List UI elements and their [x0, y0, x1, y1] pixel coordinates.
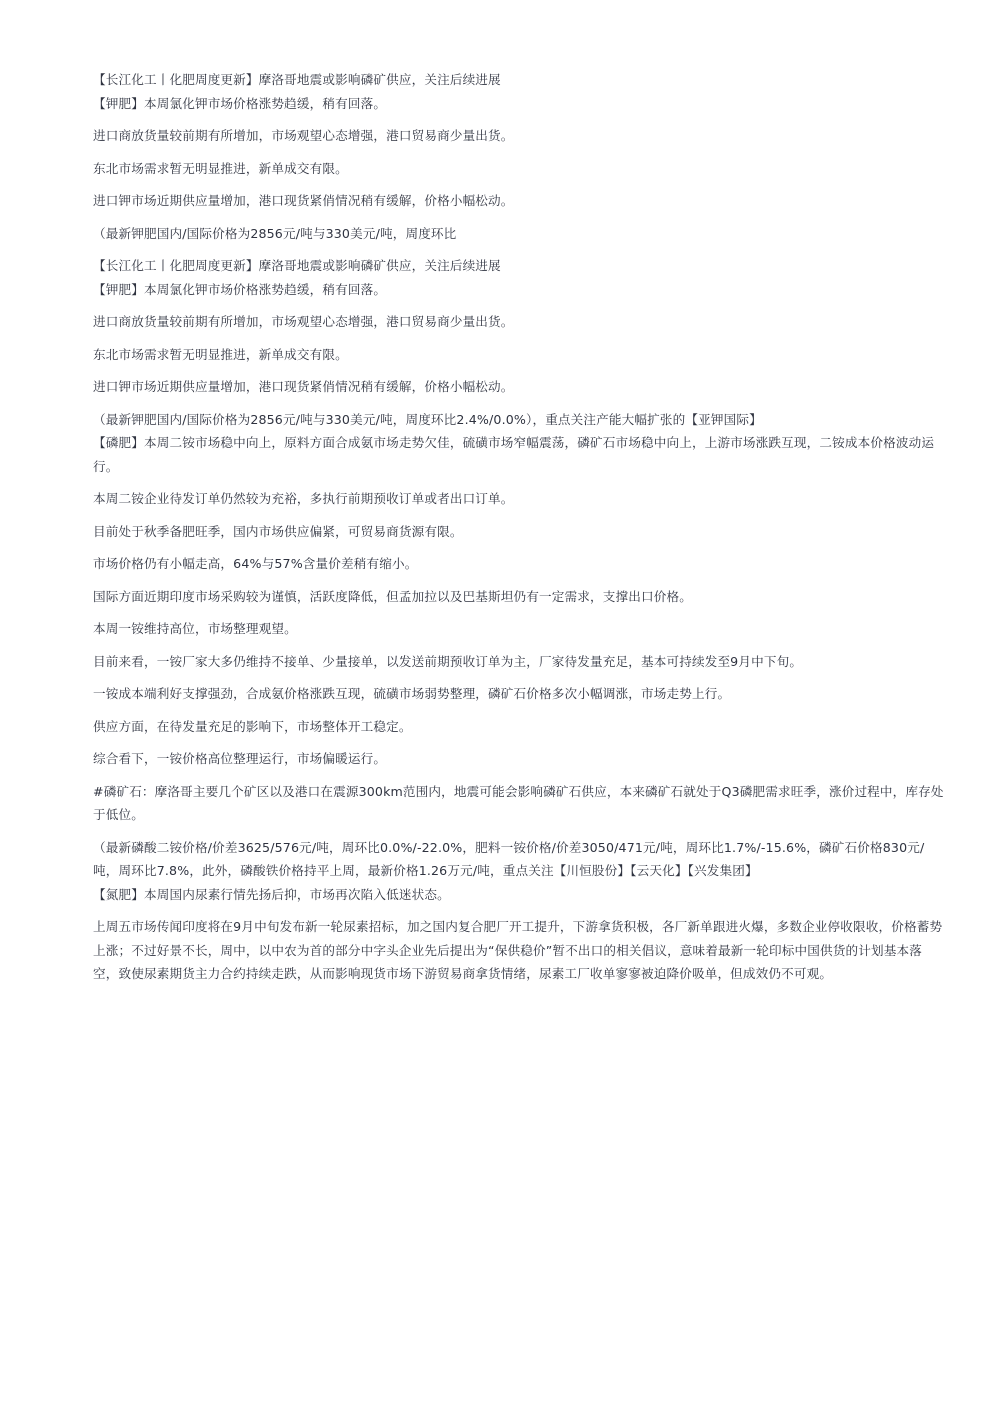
- paragraph: 【钾肥】本周氯化钾市场价格涨势趋缓，稍有回落。: [93, 95, 387, 111]
- paragraph: 进口商放货量较前期有所增加，市场观望心态增强，港口贸易商少量出货。: [93, 128, 514, 143]
- paragraph: （最新磷酸二铵价格/价差3625/576元/吨，周环比0.0%/-22.0%，肥料一铵价格/价差3050/471元/吨，周环比1.7%/-15.6%，磷矿石价格830元/吨，周环比7.8%，此外，磷酸铁价格持平上周，最新价格1.26万元/吨，重点关注【川恒股份】【云天化】【兴发集团】: [93, 839, 925, 878]
- paragraph: 【氮肥】本周国内尿素行情先扬后抑，市场再次陷入低迷状态。: [93, 886, 450, 902]
- paragraph: 目前来看，一铵厂家大多仍维持不接单、少量接单，以发送前期预收订单为主，厂家待发量充足，基本可持续发至9月中下旬。: [93, 653, 803, 669]
- document-body: [93, 68, 945, 986]
- paragraph: 进口钾市场近期供应量增加，港口现货紧俏情况稍有缓解，价格小幅松动。: [93, 379, 514, 394]
- paragraph: 本周二铵企业待发订单仍然较为充裕，多执行前期预收订单或者出口订单。: [93, 491, 514, 506]
- paragraph: 【长江化工丨化肥周度更新】摩洛哥地震或影响磷矿供应，关注后续进展: [93, 258, 501, 273]
- paragraph: 一铵成本端利好支撑强劲，合成氨价格涨跌互现，硫磺市场弱势整理，磷矿石价格多次小幅调涨，市场走势上行。: [93, 686, 731, 701]
- paragraph: #磷矿石：摩洛哥主要几个矿区以及港口在震源300km范围内，地震可能会影响磷矿石供应，本来磷矿石就处于Q3磷肥需求旺季，涨价过程中，库存处于低位。: [93, 783, 944, 822]
- paragraph: 【磷肥】本周二铵市场稳中向上，原料方面合成氨市场走势欠佳，硫磺市场窄幅震荡，磷矿石市场稳中向上，上游市场涨跌互现，二铵成本价格波动运行。: [93, 435, 935, 474]
- paragraph: 上周五市场传闻印度将在9月中旬发布新一轮尿素招标，加之国内复合肥厂开工提升，下游拿货积极，各厂新单跟进火爆，多数企业停收限收，价格蓄势上涨；不过好景不长，周中，以中农为首的部分中字头企业先后提出为“保供稳价”暂不出口的相关倡议，意味着最新一轮印标中国供货的计划基本落空，致使尿素期货主力合约持续走跌，从而影响现货市场下游贸易商拿货情绪，尿素工厂收单寥寥被迫降价吸单，但成效仍不可观。: [93, 919, 943, 981]
- paragraph: 国际方面近期印度市场采购较为谨慎，活跃度降低，但孟加拉以及巴基斯坦仍有一定需求，支撑出口价格。: [93, 588, 692, 604]
- paragraph: 进口钾市场近期供应量增加，港口现货紧俏情况稍有缓解，价格小幅松动。: [93, 193, 514, 208]
- paragraph: 【长江化工丨化肥周度更新】摩洛哥地震或影响磷矿供应，关注后续进展: [93, 72, 501, 87]
- paragraph: 东北市场需求暂无明显推进，新单成交有限。: [93, 346, 348, 362]
- paragraph: 供应方面，在待发量充足的影响下，市场整体开工稳定。: [93, 718, 412, 734]
- paragraph: 市场价格仍有小幅走高，64%与57%含量价差稍有缩小。: [93, 556, 418, 571]
- paragraph: （最新钾肥国内/国际价格为2856元/吨与330美元/吨，周度环比2.4%/0.0%），重点关注产能大幅扩张的【亚钾国际】: [93, 411, 762, 427]
- paragraph: 东北市场需求暂无明显推进，新单成交有限。: [93, 160, 348, 176]
- paragraph: （最新钾肥国内/国际价格为2856元/吨与330美元/吨，周度环比: [93, 225, 457, 241]
- paragraph: 进口商放货量较前期有所增加，市场观望心态增强，港口贸易商少量出货。: [93, 314, 514, 329]
- paragraph: 【钾肥】本周氯化钾市场价格涨势趋缓，稍有回落。: [93, 281, 387, 297]
- paragraph: 本周一铵维持高位，市场整理观望。: [93, 621, 297, 636]
- paragraph: 目前处于秋季备肥旺季，国内市场供应偏紧，可贸易商货源有限。: [93, 523, 463, 539]
- paragraph: 综合看下，一铵价格高位整理运行，市场偏暖运行。: [93, 751, 387, 766]
